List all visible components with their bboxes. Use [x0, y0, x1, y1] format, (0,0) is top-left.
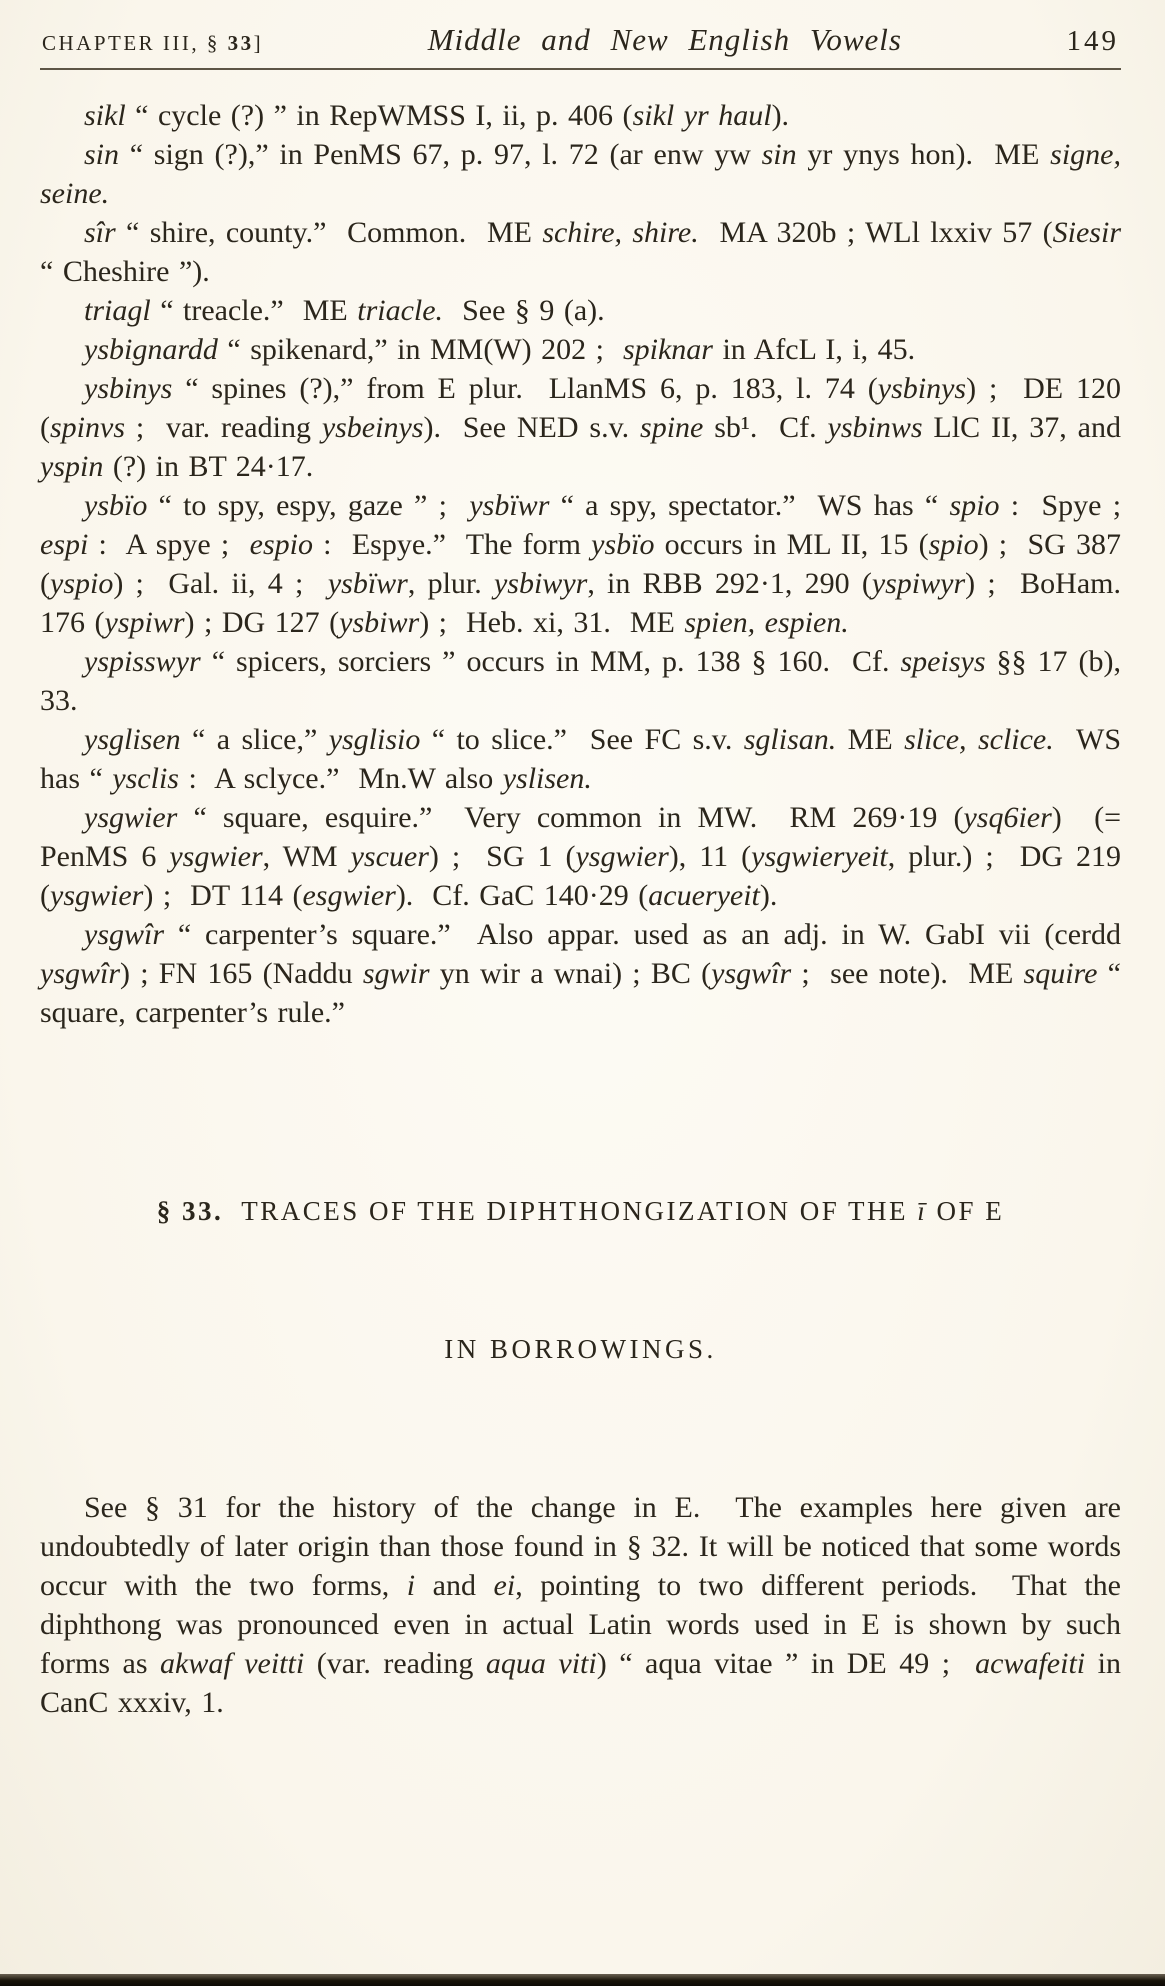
chapter-label: CHAPTER III, § 33] [42, 31, 264, 55]
closing-paragraph: See § 31 for the history of the change in E. The examples here given are undoubtedly of later origin than those found in § 32. It will be noticed that some words occur with the two forms, i and ei, pointing to two different periods. That the diphthong was pronounced even in actual Latin words used in E is shown by such forms as akwaf veitti (var. reading aqua viti) “ aqua vitae ” in DE 49 ; acwafeiti in CanC xxxiv, 1. [40, 1491, 1131, 1719]
dictionary-entry: ysbignardd “ spikenard,” in MM(W) 202 ; spiknar in AfcL I, i, 45. [84, 333, 916, 366]
dictionary-entry: ysglisen “ a slice,” ysglisio “ to slice.” See FC s.v. sglisan. ME slice, sclice. WS has “ ysclis : A sclyce.” Mn.W also yslisen. [40, 723, 1131, 795]
entry-list [40, 96, 1141, 1032]
dictionary-entry: sikl “ cycle (?) ” in RepWMSS I, ii, p. 406 (sikl yr haul). [84, 99, 790, 132]
section-heading-line1: § 33. TRACES OF THE DIPHTHONGIZATION OF THE ī OF E [156, 1196, 1005, 1226]
section-heading [40, 1096, 1121, 1464]
header-rule [40, 68, 1121, 70]
dictionary-entry: ysbinys “ spines (?),” from E plur. LlanMS 6, p. 183, l. 74 (ysbinys) ; DE 120 (spinvs ; var. reading ysbeinys). See NED s.v. spine sb¹. Cf. ysbinws LlC II, 37, and yspin (?) in BT 24·17. [40, 372, 1131, 483]
page-number: 149 [1066, 25, 1119, 57]
running-head [40, 16, 1121, 58]
section-heading-line2: IN BORROWINGS. [444, 1334, 717, 1364]
page-edge-shadow [0, 1974, 1165, 1986]
dictionary-entry: ysgwîr “ carpenter’s square.” Also appar. used as an adj. in W. GabI vii (cerdd ysgwîr) ; FN 165 (Naddu sgwir yn wir a wnai) ; BC (ysgwîr ; see note). ME squire “ square, carpenter’s rule.” [40, 918, 1131, 1029]
dictionary-entry: yspisswyr “ spicers, sorciers ” occurs in MM, p. 138 § 160. Cf. speisys §§ 17 (b), 33. [40, 645, 1131, 717]
dictionary-entry: ysbïo “ to spy, espy, gaze ” ; ysbïwr “ a spy, spectator.” WS has “ spio : Spye ; espi : A spye ; espio : Espye.” The form ysbïo occurs in ML II, 15 (spio) ; SG 387 (yspio) ; Gal. ii, 4 ; ysbïwr, plur. ysbiwyr, in RBB 292·1, 290 (yspiwyr) ; BoHam. 176 (yspiwr) ; DG 127 (ysbiwr) ; Heb. xi, 31. ME spien, espien. [40, 489, 1141, 639]
dictionary-entry: triagl “ treacle.” ME triacle. See § 9 (a). [84, 294, 605, 327]
running-title: Middle and New English Vowels [427, 22, 902, 57]
dictionary-entry: sîr “ shire, county.” Common. ME schire, shire. MA 320b ; WLl lxxiv 57 (Siesir “ Cheshire ”). [40, 216, 1131, 288]
dictionary-entry: sin “ sign (?),” in PenMS 67, p. 97, l. 72 (ar enw yw sin yr ynys hon). ME signe, seine. [40, 138, 1131, 210]
dictionary-entry: ysgwier “ square, esquire.” Very common in MW. RM 269·19 (ysq6ier) (= PenMS 6 ysgwier, WM yscuer) ; SG 1 (ysgwier), 11 (ysgwieryeit, plur.) ; DG 219 (ysgwier) ; DT 114 (esgwier). Cf. GaC 140·29 (acueryeit). [40, 801, 1131, 912]
